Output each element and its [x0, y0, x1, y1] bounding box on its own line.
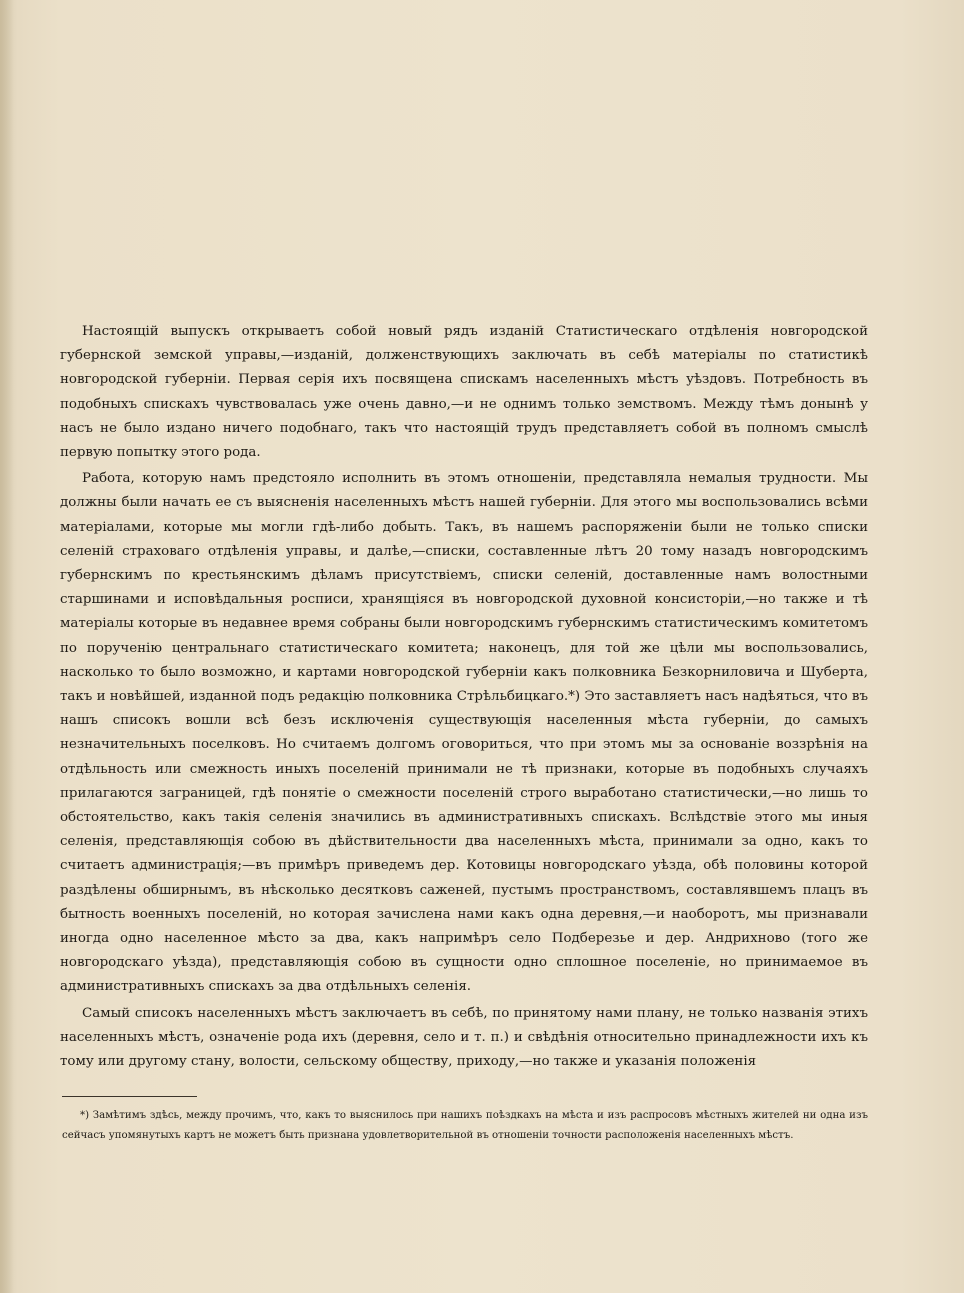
- paragraph-intro: Настоящій выпускъ открываетъ собой новый рядъ изданій Статистическаго отдѣленія новгородской губернской земской управы,—изданій, долженствующихъ заключать въ себѣ матеріалы по статистикѣ новгородской губерніи. Первая серія ихъ посвящена спискамъ населенныхъ мѣстъ уѣздовъ. Потребность въ подобныхъ спискахъ чувствовалась уже очень давно,—и не однимъ только земствомъ. Между тѣмъ донынѣ у насъ не было издано ничего подобнаго, такъ что настоящій трудъ представляетъ собой въ полномъ смыслѣ первую попытку этого рода.: [60, 324, 868, 461]
- footnote: *) Замѣтимъ здѣсь, между прочимъ, что, какъ то выяснилось при нашихъ поѣздкахъ на мѣста и изъ распросовъ мѣстныхъ жителей ни одна изъ сейчасъ упомянутыхъ картъ не можетъ быть признана удовлетворительной въ отношеніи точности расположенія населенныхъ мѣстъ.: [62, 1110, 868, 1141]
- binding-edge-shadow: [0, 0, 14, 1293]
- footnote-divider: [62, 1096, 197, 1097]
- main-text: [60, 320, 868, 1074]
- paragraph-list: Самый списокъ населенныхъ мѣстъ заключаетъ въ себѣ, по принятому нами плану, не только названія этихъ населенныхъ мѣстъ, означеніе рода ихъ (деревня, село и т. п.) и свѣдѣнія относительно принадлежности ихъ къ тому или другому стану, волости, сельскому обществу, приходу,—но также и указанія положенія: [60, 1005, 868, 1070]
- paragraph-work: Работа, которую намъ предстояло исполнить въ этомъ отношеніи, представляла немалыя трудности. Мы должны были начать ее съ выясненія населенныхъ мѣстъ нашей губерніи. Для этого мы воспользовались всѣми матеріалами, которые мы могли гдѣ-либо добыть. Такъ, въ нашемъ распоряженіи были не только списки селеній страховаго отдѣленія управы, и далѣе,—списки, составленные лѣтъ 20 тому назадъ новгородскимъ губернскимъ по крестьянскимъ дѣламъ присутствіемъ, списки селеній, доставленные намъ волостными старшинами и исповѣдальныя росписи, хранящіяся въ новгородской духовной консисторіи,—но также и тѣ матеріалы которые въ недавнее время собраны были новгородскимъ губернскимъ статистическимъ комитетомъ по порученію центральнаго статистическаго комитета; наконецъ, для той же цѣли мы воспользовались, насколько то было возможно, и картами новгородской губерніи какъ полковника Безкорниловича и Шуберта, такъ и новѣйшей, изданной подъ редакцію полковника Стрѣльбицкаго.*) Это заставляетъ насъ надѣяться, что въ нашъ списокъ вошли всѣ безъ исключенія существующія населенныя мѣста губерніи, до самыхъ незначительныхъ поселковъ. Но считаемъ долгомъ оговориться, что при этомъ мы за основаніе воззрѣнія на отдѣльность или смежность иныхъ поселеній принимали не тѣ признаки, которые въ подобныхъ случаяхъ прилагаются заграницей, гдѣ понятіе о смежности поселеній строго выработано статистически,—но лишь то обстоятельство, какъ такія селенія значились въ административныхъ спискахъ. Вслѣдствіе этого мы иныя селенія, представляющія собою въ дѣйствительности два населенныхъ мѣста, принимали за одно, какъ то считаетъ администрація;—въ примѣръ приведемъ дер. Котовицы новгородскаго уѣзда, обѣ половины которой раздѣлены обширнымъ, въ нѣсколько десятковъ саженей, пустымъ пространствомъ, составлявшемъ плацъ въ бытность военныхъ поселеній, но которая зачислена нами какъ одна деревня,—и наоборотъ, мы признавали иногда одно населенное мѣсто за два, какъ напримѣръ село Подберезье и дер. Андрихново (того же новгородскаго уѣзда), представляющія собою въ сущности одно сплошное поселеніе, но принимаемое въ административныхъ спискахъ за два отдѣльныхъ селенія.: [60, 471, 868, 995]
